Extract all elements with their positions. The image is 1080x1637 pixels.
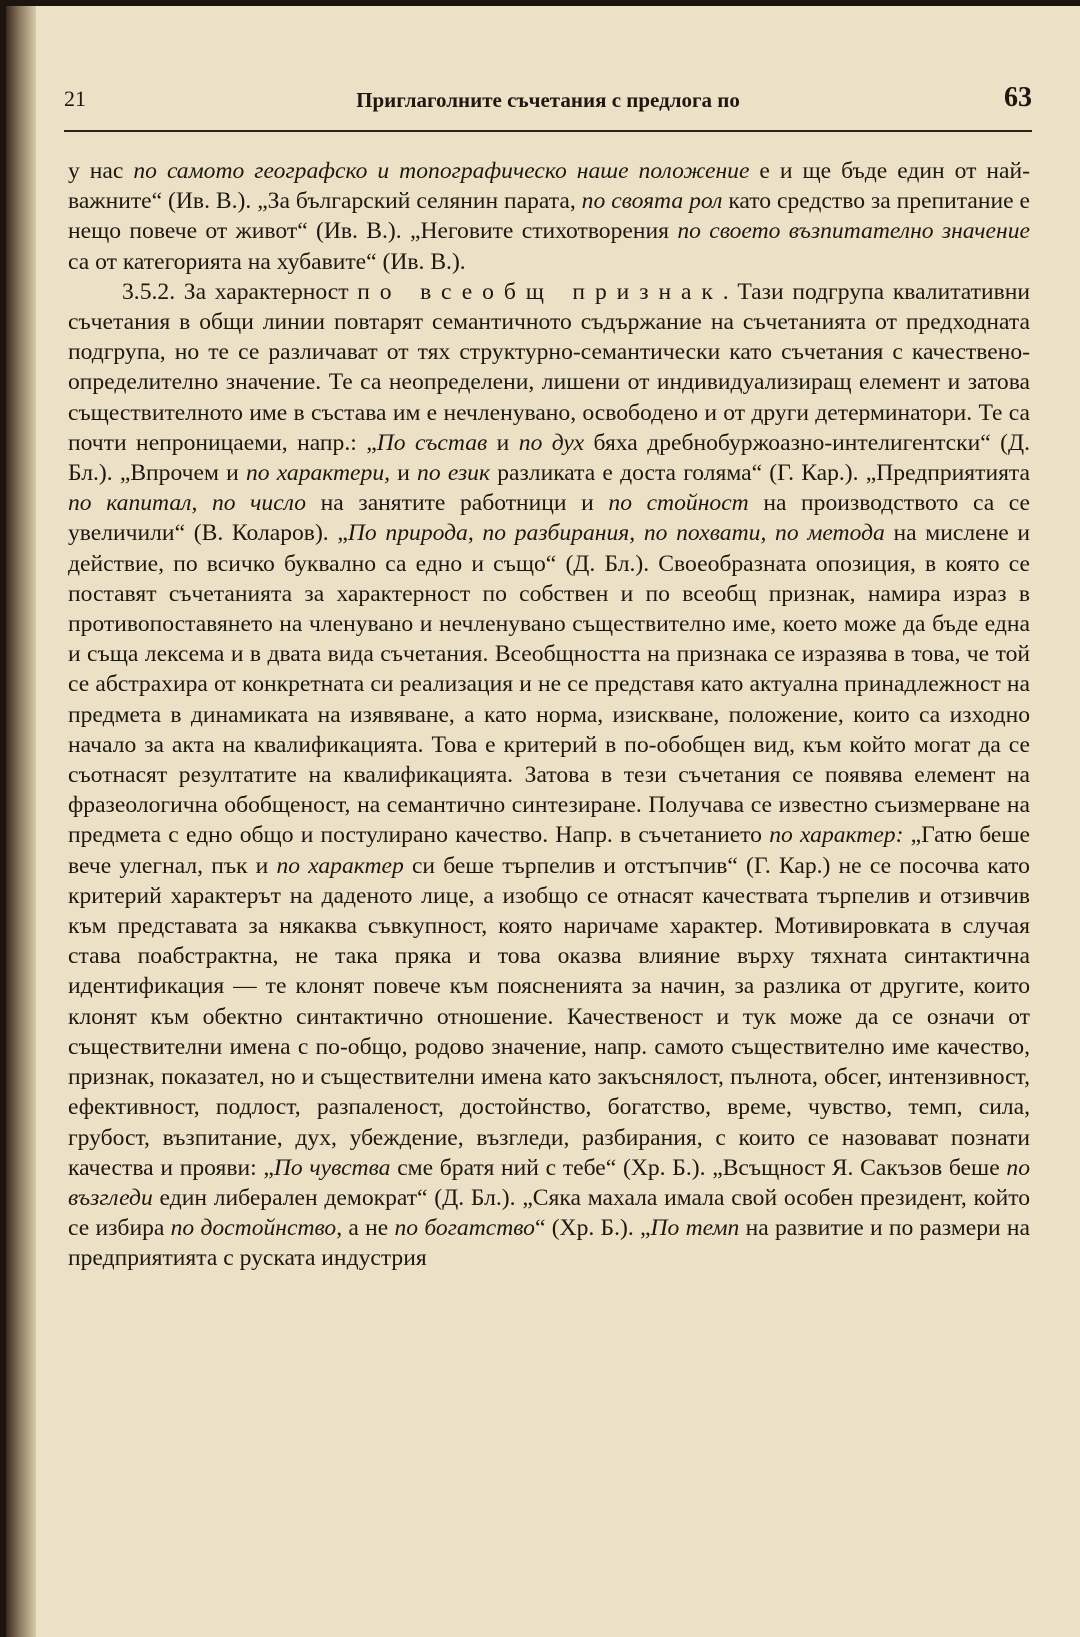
header-rule	[64, 130, 1032, 132]
book-page	[6, 6, 1080, 1637]
paragraph-1: у нас по самото географско и топографическо наше положение е и ще бъде един от най-важните“ (Ив. В.). „За българский селянин парата, по своята рол като средство за препитание е нещо повече от живот“ (Ив. В.). „Неговите стихотворения по своето възпитателно значение са от категорията на хубавите“ (Ив. В.).	[68, 158, 1030, 275]
page-header	[64, 82, 1032, 122]
spaced-term: по всеобщ признак	[357, 278, 723, 305]
paragraph-2: 3.5.2. За характерност по всеобщ признак. Тази подгрупа квалитативни съчетания в общи линии повтарят семантичното съдържание на съчетанията от предходната подгрупа, но те се различават от тях структурно-семантически като съчетания с качествено-определително значение. Те са неопределени, лишени от индивидуализиращ елемент и затова съществителното име в състава им е нечленувано, освободено и от други детерминатори. Те са почти непроницаеми, напр.: „По състав и по дух бяха дребнобуржоазно-интелигентски“ (Д. Бл.). „Впрочем и по характери, и по език разликата е доста голяма“ (Г. Кар.). „Предприятията по капитал, по число на занятите работници и по стойност на производството са се увеличили“ (В. Коларов). „По природа, по разбирания, по похвати, по метода на мислене и действие, по всичко буквално са едно и също“ (Д. Бл.). Своеобразната опозиция, в която се поставят съчетанията за характерност по собствен и по всеобщ признак, намира израз в противопоставянето на членувано и нечленувано съществително име, което може да бъде една и съща лексема и в двата вида съчетания. Всеобщността на признака се изразява в това, че той се абстрахира от конкретната си реализация и не се представя като актуална принадлежност на предмета в динамиката на изявяване, а като норма, изискване, положение, които са изходно начало за акта на квалификацията. Това е критерий в по-обобщен вид, към който могат да се съотнасят резултатите на квалификацията. Затова в тези съчетания се появява елемент на фразеологична обобщеност, на семантично синтезиране. Получава се известно съизмерване на предмета с едно общо и постулирано качество. Напр. в съчетанието по характер: „Гатю беше вече улегнал, пък и по характер си беше търпелив и отстъпчив“ (Г. Кар.) не се посочва като критерий характерът на даденото лице, а изобщо се отнасят качествата търпелив и отзивчив към представата за някаква съвкупност, която наричаме характер. Мотивировката в случая става поабстрактна, не така пряка и това оказва влияние върху тяхната синтактична идентификация — те клонят повече към поясненията за начин, за разлика от другите, които клонят към обектно синтактично отношение. Качественост и тук може да се означи от съществителни имена с по-общо, родово значение, напр. самото съществително име качество, признак, показател, но и съществителни имена като закъснялост, пълнота, обсег, интензивност, ефективност, подлост, разпаленост, достойнство, богатство, време, чувство, темп, сила, грубост, възпитание, дух, убеждение, възгледи, разбирания, с които се назовават познати качества и прояви: „По чувства сме братя ний с тебе“ (Хр. Б.). „Всъщност Я. Сакъзов беше по възгледи един либерален демократ“ (Д. Бл.). „Сяка махала имала свой особен президент, който се избира по достойнство, а не по богатство“ (Хр. Б.). „По темп на развитие и по размери на предприятията с руската индустрия	[68, 278, 1031, 1272]
body-text	[68, 156, 1030, 1274]
page-left-number: 21	[64, 86, 86, 111]
running-head: Приглаголните съчетания с предлога по	[356, 88, 740, 112]
page-number: 63	[1004, 82, 1032, 113]
section-number: 3.5.2. За характерност	[122, 278, 358, 305]
book-spine-shadow	[6, 6, 36, 1637]
